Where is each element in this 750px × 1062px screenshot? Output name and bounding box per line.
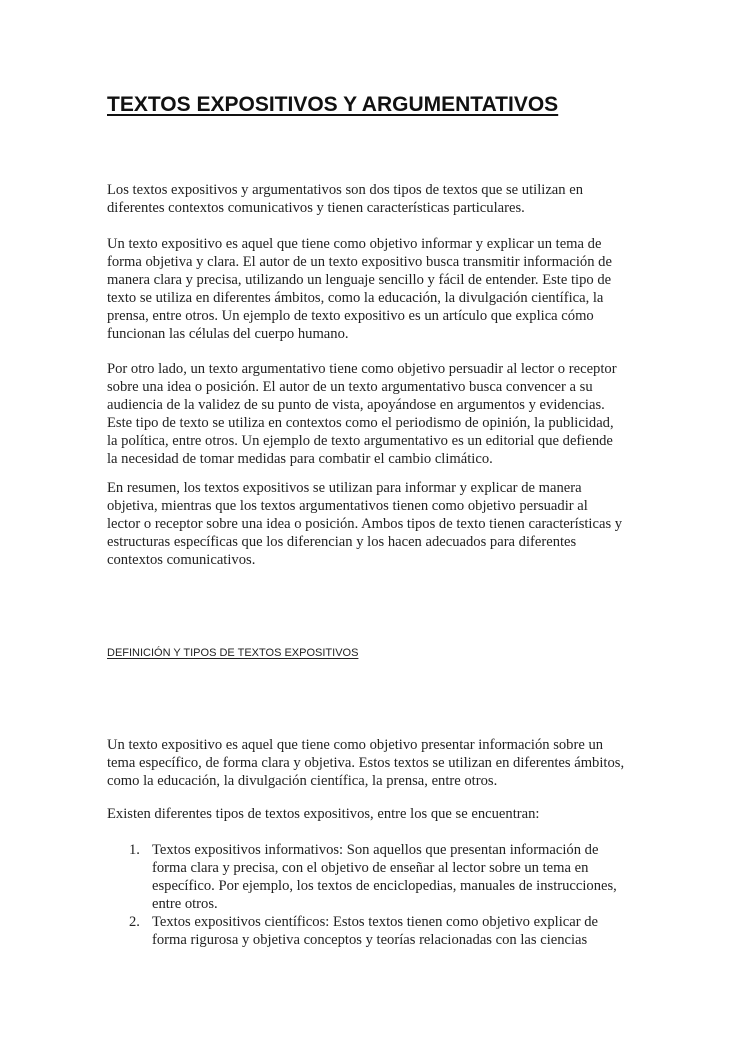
section-paragraph [107, 806, 647, 824]
list-item-line: Textos expositivos científicos: Estos textos tienen como objetivo explicar de [152, 913, 599, 930]
intro-paragraph [107, 361, 647, 468]
paragraph-line: Este tipo de texto se utiliza en contextos como el periodismo de opinión, la publicidad, [107, 414, 614, 431]
paragraph-line: forma objetiva y clara. El autor de un texto expositivo busca transmitir información de [107, 253, 612, 270]
paragraph-line: prensa, entre otros. Un ejemplo de texto expositivo es un artículo que explica cómo [107, 307, 594, 324]
paragraph-line: como la educación, la divulgación científica, la prensa, entre otros. [107, 772, 498, 789]
paragraph-line: manera clara y precisa, utilizando un lenguaje sencillo y fácil de entender. Este tipo de [107, 271, 612, 288]
list-item [107, 914, 647, 950]
section-paragraph [107, 737, 647, 791]
paragraph-line: la política, entre otros. Un ejemplo de texto argumentativo es un editorial que defiende [107, 432, 613, 449]
intro-paragraph [107, 480, 647, 570]
section-heading: DEFINICIÓN Y TIPOS DE TEXTOS EXPOSITIVOS [107, 647, 359, 659]
paragraph-line: audiencia de la validez de su punto de vista, apoyándose en argumentos y evidencias. [107, 396, 605, 413]
paragraph-line: Por otro lado, un texto argumentativo tiene como objetivo persuadir al lector o receptor [107, 361, 617, 377]
list-item-line: entre otros. [152, 895, 218, 912]
paragraph-line: Los textos expositivos y argumentativos son dos tipos de textos que se utilizan en [107, 182, 583, 198]
list-item-number: 2. [129, 913, 140, 930]
paragraph-line: sobre una idea o posición. El autor de un texto argumentativo busca convencer a su [107, 378, 593, 395]
list-item-line: forma rigurosa y objetiva conceptos y teorías relacionadas con las ciencias [152, 931, 588, 948]
paragraph-line: Un texto expositivo es aquel que tiene como objetivo informar y explicar un tema de [107, 236, 602, 252]
numbered-list [107, 842, 647, 949]
paragraph-line: funcionan las células del cuerpo humano. [107, 325, 349, 342]
paragraph-line: En resumen, los textos expositivos se utilizan para informar y explicar de manera [107, 480, 582, 496]
list-item-line: específico. Por ejemplo, los textos de enciclopedias, manuales de instrucciones, [152, 877, 617, 894]
list-item-line: Textos expositivos informativos: Son aquellos que presentan información de [152, 842, 599, 858]
paragraph-line: diferentes contextos comunicativos y tienen características particulares. [107, 199, 525, 216]
paragraph-line: Existen diferentes tipos de textos expositivos, entre los que se encuentran: [107, 806, 540, 822]
paragraph-line: lector o receptor sobre una idea o posición. Ambos tipos de texto tienen características y [107, 515, 623, 532]
list-item-line: forma clara y precisa, con el objetivo de enseñar al lector sobre un tema en [152, 859, 589, 876]
paragraph-line: estructuras específicas que los diferencian y los hacen adecuados para diferentes [107, 533, 577, 550]
paragraph-line: tema específico, de forma clara y objetiva. Estos textos se utilizan en diferentes ámbitos, [107, 754, 625, 771]
paragraph-line: contextos comunicativos. [107, 551, 256, 568]
document-title: TEXTOS EXPOSITIVOS Y ARGUMENTATIVOS [107, 93, 559, 116]
paragraph-line: objetiva, mientras que los textos argumentativos tienen como objetivo persuadir al [107, 497, 588, 514]
paragraph-line: texto se utiliza en diferentes ámbitos, como la educación, la divulgación científica, la [107, 289, 604, 306]
list-item-number: 1. [129, 842, 140, 858]
paragraph-line: la necesidad de tomar medidas para combatir el cambio climático. [107, 450, 493, 467]
list-item [107, 842, 647, 914]
paragraph-line: Un texto expositivo es aquel que tiene como objetivo presentar información sobre un [107, 737, 604, 753]
intro-paragraph [107, 236, 647, 343]
intro-paragraph [107, 182, 647, 218]
